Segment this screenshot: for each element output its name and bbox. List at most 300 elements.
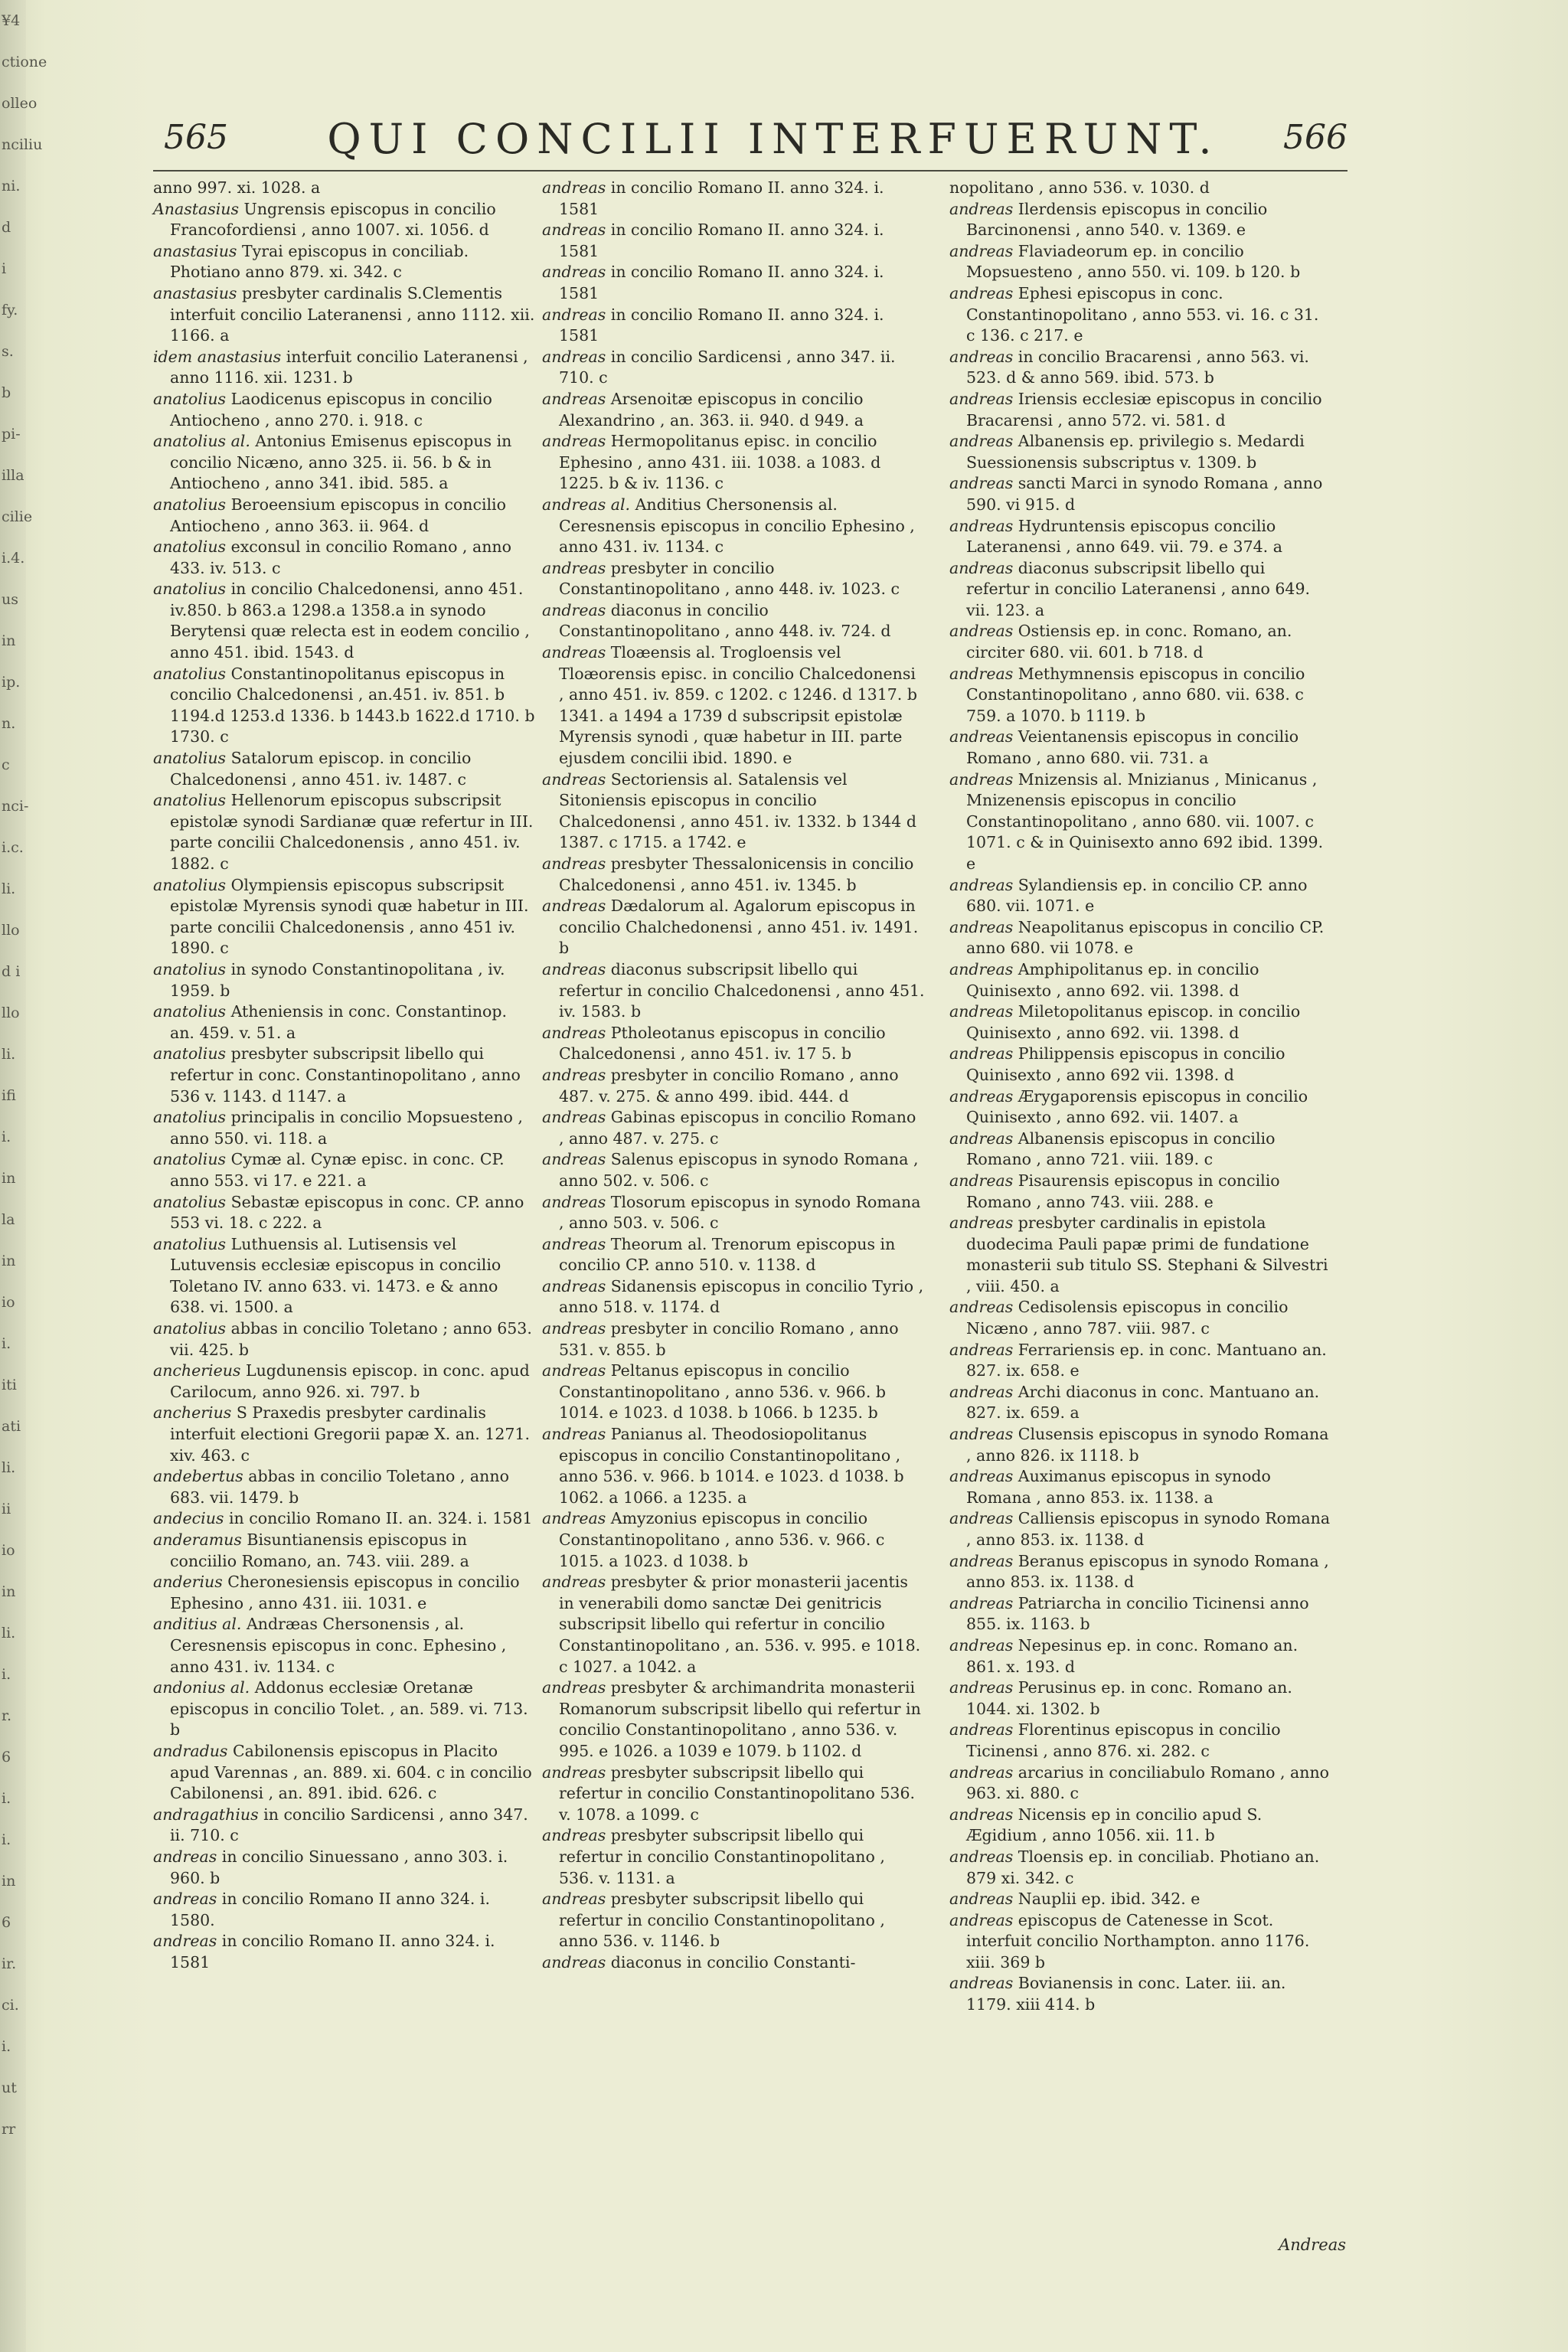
column-3 [949,178,1332,2314]
entry-text: Olympiensis episcopus subscripsit epistolæ Myrensis synodi quæ habetur in III. parte concilii Chalcedonensis , anno 451 iv. 1890. c [170,875,529,958]
entry-headword: anatolius [153,389,227,408]
margin-fragment: li. [2,1625,16,1642]
index-entry [949,1213,1332,1297]
entry-headword: anatolius [153,791,227,810]
entry-headword: andreas [542,1108,606,1127]
entry-text: Antonius Emisenus episcopus in concilio Nicæno, anno 325. ii. 56. b & in Antiocheno , anno 341. ibid. 585. a [170,432,512,493]
entry-text: Albanensis ep. privilegio s. Medardi Suessionensis subscriptus v. 1309. b [966,432,1305,472]
entry-text: Hermopolitanus episc. in concilio Ephesino , anno 431. iii. 1038. a 1083. d 1225. b & iv. 1136. c [559,432,881,493]
entry-headword: andreas [542,1234,606,1253]
index-entry [542,1023,925,1065]
index-entry [542,854,925,896]
margin-fragment: olleo [2,95,38,112]
entry-text: Tyrai episcopus in conciliab. Photiano anno 879. xi. 342. c [170,241,469,282]
entry-text: in concilio Sinuessano , anno 303. i. 960. b [170,1847,508,1887]
entry-text: Clusensis episcopus in synodo Romana , anno 826. ix 1118. b [966,1425,1329,1465]
entry-headword: andreas [949,1214,1014,1233]
index-entry [949,875,1332,917]
entry-text: Neapolitanus episcopus in concilio CP. anno 680. vii 1078. e [966,917,1325,958]
entry-text: Lugdunensis episcop. in conc. apud Carilocum, anno 926. xi. 797. b [170,1361,530,1401]
entry-headword: andreas [949,1129,1014,1148]
margin-fragment: llo [2,1004,20,1021]
entry-headword: andreas [949,1298,1014,1317]
entry-text: Amyzonius episcopus in concilio Constantinopolitano , anno 536. v. 966. c 1015. a 1023. d 1038. b [559,1509,885,1570]
entry-headword: andreas [949,1635,1014,1655]
entry-text: Perusinus ep. in conc. Romano an. 1044. xi. 1302. b [966,1678,1292,1718]
entry-headword: andreas [949,516,1014,535]
entry-text: Cedisolensis episcopus in concilio Nicæno , anno 787. viii. 987. c [966,1298,1289,1338]
index-entry [949,1635,1332,1677]
entry-text: anno 997. xi. 1028. a [153,178,321,197]
index-entry [949,1466,1332,1508]
entry-text: in concilio Romano II. anno 324. i. 1581 [170,1932,495,1971]
entry-text: Amphipolitanus ep. in concilio Quinisexto , anno 692. vii. 1398. d [966,959,1259,1000]
entry-headword: andreas [542,347,606,366]
margin-fragment: li. [2,880,16,897]
entry-text: Sectoriensis al. Satalensis vel Sitoniensis episcopus in concilio Chalcedonensi , anno 451. iv. 1332. b 1344 d 1387. c 1715. a 1742. e [559,769,916,852]
entry-headword: andreas [542,1826,606,1845]
running-title: QUI CONCILII INTERFUERUNT. [327,115,1220,163]
index-entry [153,875,536,959]
entry-text: presbyter & prior monasterii jacentis in venerabili domo sanctæ Dei genitricis subscripsit libello qui refertur in concilio Constantinopolitano , an. 536. v. 995. e 1018. c 1027. a 1042. a [559,1573,921,1676]
index-entry [153,1741,536,1805]
entry-text: presbyter & archimandrita monasterii Romanorum subscripsit libello qui refertur in concilio Constantinopolitano , anno 536. v. 995. e 1026. a 1039 e 1079. b 1102. d [559,1678,921,1760]
entry-headword: andreas [542,1319,606,1338]
index-entry [153,199,536,241]
entry-headword: andreas [949,1002,1014,1021]
entry-text: Sebastæ episcopus in conc. CP. anno 553 vi. 18. c 222. a [170,1192,524,1233]
entry-headword: andreas [153,1847,217,1866]
entry-headword: andreas [949,917,1014,936]
entry-text: Peltanus episcopus in concilio Constantinopolitano , anno 536. v. 966. b 1014. e 1023. d 1038. b 1066. b 1235. b [559,1361,886,1423]
index-entry [542,1762,925,1826]
entry-headword: andreas [949,1678,1014,1697]
entry-headword: ancherius [153,1403,232,1423]
index-entry [949,1889,1332,1910]
index-entry [949,558,1332,622]
index-entry [542,959,925,1023]
entry-headword: andreas [542,769,606,789]
index-entry [949,1129,1332,1171]
entry-text: Albanensis episcopus in concilio Romano , anno 721. viii. 189. c [966,1129,1276,1169]
entry-headword: andreas [542,1762,606,1782]
entry-headword: andreas [949,432,1014,451]
entry-text: Nauplii ep. ibid. 342. e [1018,1890,1200,1909]
entry-text: Addonus ecclesiæ Oretanæ episcopus in concilio Tolet. , an. 589. vi. 713. b [170,1678,528,1740]
index-entry [153,495,536,537]
index-entry [542,896,925,959]
index-entry [153,178,536,199]
index-entry [949,664,1332,727]
index-entry [949,1551,1332,1593]
index-entry [542,347,925,389]
entry-headword: andreas [949,199,1014,218]
entry-text: Beranus episcopus in synodo Romana , anno 853. ix. 1138. d [966,1551,1329,1592]
margin-fragment: io [2,1542,15,1559]
entry-text: Pisaurensis episcopus in concilio Romano , anno 743. viii. 288. e [966,1171,1280,1211]
entry-headword: andreas [949,727,1014,746]
entry-headword: andreas [542,1361,606,1380]
index-entry [153,1614,536,1677]
entry-headword: andreas [542,220,606,240]
entry-text: Tloæensis al. Trogloensis vel Tloæorensis episc. in concilio Chalcedonensi , anno 451. iv. 859. c 1202. c 1246. d 1317. b 1341. a 1494 a 1739 d subscripsit epistolæ Myrensis synodi , quæ habetur in III. parte ejusdem concilii ibid. 1890. e [559,643,917,768]
entry-text: in concilio Sardicensi , anno 347. ii. 710. c [559,347,896,387]
index-entry [542,1234,925,1276]
entry-text: episcopus de Catenesse in Scot. interfuit concilio Northampton. anno 1176. xiii. 369 b [966,1910,1310,1971]
margin-fragment: ut [2,2079,17,2096]
entry-headword: andreas [949,769,1014,789]
entry-headword: anatolius [153,959,227,978]
entry-text: Gabinas episcopus in concilio Romano , anno 487. v. 275. c [559,1108,916,1148]
entry-text: Tlosorum episcopus in synodo Romana , anno 503. v. 506. c [559,1192,921,1233]
entry-text: in concilio Sardicensi , anno 347. ii. 710. c [170,1805,528,1845]
entry-headword: anatolius [153,1234,227,1253]
entry-headword: andreas [542,1425,606,1444]
index-entry [542,1889,925,1952]
page-number-left: 565 [164,118,228,157]
margin-fragment: in [2,1170,16,1187]
entry-headword: andreas [542,1023,606,1042]
entry-headword: andreas [949,622,1014,641]
page-number-right: 566 [1283,118,1348,157]
entry-headword: andebertus [153,1467,243,1486]
index-entry [153,1318,536,1361]
entry-headword: anastasius [153,283,237,302]
index-entry [542,1677,925,1762]
entry-headword: andreas [949,474,1014,493]
index-entry [542,220,925,262]
entry-text: diaconus in concilio Constanti- [610,1952,856,1971]
entry-text: Cabilonensis episcopus in Placito apud Varennas , an. 889. xi. 604. c in concilio Cabilonensi , an. 891. ibid. 626. c [170,1741,532,1803]
entry-headword: andreas [542,1952,606,1971]
entry-headword: anatolius al. [153,432,250,451]
entry-text: Mnizensis al. Mnizianus , Minicanus , Mnizenensis episcopus in concilio Constantinopolitano , anno 680. vii. 1007. c 1071. c & in Quinisexto anno 692 ibid. 1399. e [966,769,1324,873]
entry-headword: andreas [949,1593,1014,1612]
index-entry [153,1530,536,1572]
page-header [153,115,1348,168]
margin-fragment: in [2,1873,16,1890]
margin-fragment: ifi [2,1087,16,1104]
index-entry [949,1340,1332,1382]
index-entry [949,769,1332,875]
entry-text: Atheniensis in conc. Constantinop. an. 459. v. 51. a [170,1002,508,1042]
entry-headword: andreas [949,347,1014,366]
entry-headword: andreas [949,1805,1014,1824]
index-entry [949,959,1332,1001]
margin-fragment: li. [2,1046,16,1063]
index-entry [153,1107,536,1149]
entry-text: in concilio Romano II anno 324. i. 1580. [170,1890,491,1929]
index-entry [153,959,536,1001]
entry-headword: andreas [949,1847,1014,1866]
entry-headword: andreas [153,1890,217,1909]
index-entry [949,1297,1332,1339]
margin-fragment: d i [2,963,21,980]
entry-headword: anatolius [153,1108,227,1127]
entry-text: diaconus subscripsit libello qui refertur in concilio Lateranensi , anno 649. vii. 123. a [966,558,1311,619]
entry-text: presbyter cardinalis in epistola duodecima Pauli papæ primi de fundatione monasterii sub titulo SS. Stephani & Silvestri , viii. 450. a [966,1214,1328,1295]
entry-text: Bisuntianensis episcopus in conciilio Romano, an. 743. viii. 289. a [170,1530,469,1570]
margin-fragment: rr [2,2121,16,2138]
index-entry [153,1889,536,1931]
margin-fragment: i fy. [2,260,18,318]
index-entry [949,1382,1332,1424]
margin-fragment: i. [2,1831,11,1848]
index-entry [949,1973,1332,2015]
index-entry [949,1910,1332,1974]
margin-fragment: in [2,1583,16,1600]
entry-headword: andreas al. [542,495,631,514]
index-entry [153,431,536,495]
index-entry [949,1001,1332,1044]
margin-fragment: 6 [2,1914,11,1931]
entry-text: presbyter in concilio Romano , anno 487. v. 275. & anno 499. ibid. 444. d [559,1065,899,1106]
entry-text: Ephesi episcopus in conc. Constantinopolitano , anno 553. vi. 16. c 31. c 136. c 217. e [966,283,1319,345]
entry-text: diaconus in concilio Constantinopolitano , anno 448. iv. 724. d [559,600,891,641]
index-entry [542,1065,925,1107]
entry-text: Arsenoitæ episcopus in concilio Alexandrino , an. 363. ii. 940. d 949. a [559,389,864,430]
entry-headword: andreas [542,432,606,451]
index-entry [949,1762,1332,1805]
entry-headword: andreas [949,1551,1014,1570]
index-entry [542,1572,925,1677]
index-columns [153,178,1348,2314]
header-rule [153,170,1348,172]
entry-headword: andreas [949,1086,1014,1106]
entry-headword: andreas [949,558,1014,577]
index-entry [542,1825,925,1889]
entry-text: in synodo Constantinopolitana , iv. 1959. b [170,959,505,1000]
index-entry [153,1805,536,1847]
index-entry [949,1677,1332,1720]
index-entry [949,1171,1332,1213]
entry-text: Auximanus episcopus in synodo Romana , anno 853. ix. 1138. a [966,1467,1271,1507]
index-entry [542,1361,925,1424]
index-entry [153,347,536,389]
entry-text: presbyter Thessalonicensis in concilio Chalcedonensi , anno 451. iv. 1345. b [559,854,914,894]
index-entry [542,178,925,220]
index-entry [153,579,536,663]
margin-fragment: i. [2,1790,11,1807]
index-entry [153,1931,536,1973]
index-entry [153,1403,536,1466]
entry-headword: anatolius [153,1150,227,1169]
index-entry [542,1107,925,1149]
entry-text: Hellenorum episcopus subscripsit epistolæ synodi Sardianæ quæ refertur in III. parte concilii Chalcedonensis , anno 451. iv. 1882. c [170,791,534,873]
entry-headword: andecius [153,1509,224,1528]
entry-text: Ostiensis ep. in conc. Romano, an. circiter 680. vii. 601. b 718. d [966,622,1292,662]
entry-headword: andreas [542,959,606,978]
entry-headword: anatolius [153,1192,227,1211]
index-entry [949,1847,1332,1889]
entry-text: Tloensis ep. in conciliab. Photiano an. 879 xi. 342. c [966,1847,1320,1887]
entry-headword: andreas [949,664,1014,683]
index-entry [949,1424,1332,1466]
index-entry [949,1086,1332,1129]
entry-headword: anditius al. [153,1615,242,1634]
index-entry [949,1805,1332,1847]
index-entry [542,600,925,642]
index-entry [153,790,536,874]
margin-fragment: i. [2,1666,11,1683]
entry-text: Bovianensis in conc. Later. iii. an. 1179. xiii 414. b [966,1974,1286,2014]
entry-headword: andreas [949,1762,1014,1782]
index-entry [153,1234,536,1318]
margin-fragment: ii [2,1501,11,1517]
entry-text: Luthuensis al. Lutisensis vel Lutuvensis ecclesiæ episcopus in concilio Toletano IV. anno 633. vi. 1473. e & anno 638. vi. 1500. a [170,1234,501,1317]
entry-text: presbyter in concilio Constantinopolitano , anno 448. iv. 1023. c [559,558,900,599]
index-entry [542,769,925,854]
entry-text: Archi diaconus in conc. Mantuano an. 827. ix. 659. a [966,1382,1320,1423]
entry-text: in concilio Romano II. anno 324. i. 1581 [559,178,884,218]
index-entry [949,199,1332,241]
entry-text: Sidanensis episcopus in concilio Tyrio , anno 518. v. 1174. d [559,1276,924,1317]
entry-text: presbyter subscripsit libello qui refertur in concilio Constantinopolitano , 536. v. 1131. a [559,1826,885,1887]
entry-text: Constantinopolitanus episcopus in concilio Chalcedonensi , an.451. iv. 851. b 1194.d 1253.d 1336. b 1443.b 1622.d 1710. b 1730. c [170,664,535,746]
entry-headword: andreas [949,1382,1014,1401]
entry-text: diaconus subscripsit libello qui refertur in concilio Chalcedonensi , anno 451. iv. 1583. b [559,959,925,1021]
index-entry [153,241,536,283]
index-entry [949,1593,1332,1635]
entry-headword: anastasius [153,241,237,260]
margin-fragment: r. [2,1707,12,1724]
margin-fragment: ni. d [2,178,21,236]
entry-headword: andreas [542,600,606,619]
entry-headword: andreas [153,1932,217,1951]
margin-fragment: pi- [2,426,21,443]
margin-fragment: la [2,1211,15,1228]
margin-fragment: ¥4 [2,12,21,29]
entry-headword: anatolius [153,875,227,894]
margin-fragment: ctione [2,54,47,70]
entry-text: Ptholeotanus episcopus in concilio Chalcedonensi , anno 451. iv. 17 5. b [559,1023,886,1063]
entry-text: abbas in concilio Toletano , anno 683. vii. 1479. b [170,1467,509,1507]
index-entry [153,389,536,431]
index-entry [542,305,925,347]
entry-text: exconsul in concilio Romano , anno 433. iv. 513. c [170,537,511,577]
entry-headword: andreas [542,1276,606,1295]
entry-headword: anatolius [153,664,227,683]
entry-headword: andreas [949,959,1014,978]
entry-headword: andreas [542,1065,606,1084]
index-entry [542,1192,925,1234]
index-entry [153,1572,536,1614]
entry-headword: anatolius [153,1319,227,1338]
index-entry [949,1508,1332,1550]
entry-text: sancti Marci in synodo Romana , anno 590. vi 915. d [966,474,1323,514]
entry-headword: andreas [949,1890,1014,1909]
margin-fragment: li. [2,1459,16,1476]
margin-fragment: llo [2,922,20,939]
entry-text: Beroeensium episcopus in concilio Antiocheno , anno 363. ii. 964. d [170,495,506,535]
entry-text: Flaviadeorum ep. in concilio Mopsuesteno , anno 550. vi. 109. b 120. b [966,241,1301,282]
entry-headword: andragathius [153,1805,259,1824]
entry-text: Philippensis episcopus in concilio Quinisexto , anno 692 vii. 1398. d [966,1044,1285,1084]
entry-text: in concilio Romano II. an. 324. i. 1581 [228,1509,533,1528]
entry-text: nopolitano , anno 536. v. 1030. d [949,178,1210,197]
entry-headword: andreas [949,1171,1014,1190]
index-entry [153,1044,536,1107]
entry-headword: andreas [542,389,606,408]
entry-text: Cymæ al. Cynæ episc. in conc. CP. anno 553. vi 17. e 221. a [170,1150,505,1190]
entry-text: Andræas Chersonensis , al. Ceresnensis episcopus in conc. Ephesino , anno 431. iv. 1134. c [170,1615,507,1676]
entry-text: S Praxedis presbyter cardinalis interfuit electioni Gregorii papæ X. an. 1271. xiv. 463. c [170,1403,530,1465]
index-entry [949,473,1332,515]
entry-text: Ferrariensis ep. in conc. Mantuano an. 827. ix. 658. e [966,1340,1327,1380]
index-entry [949,1044,1332,1086]
index-entry [949,241,1332,283]
index-entry [542,1424,925,1508]
index-entry [949,1720,1332,1762]
index-entry [153,1192,536,1234]
catchword: Andreas [1279,2236,1346,2254]
entry-text: Ilerdensis episcopus in concilio Barcinonensi , anno 540. v. 1369. e [966,199,1268,240]
entry-text: Ærygaporensis episcopus in concilio Quinisexto , anno 692. vii. 1407. a [966,1086,1308,1127]
index-entry [542,1952,925,1974]
index-entry [153,664,536,748]
entry-headword: anatolius [153,580,227,599]
entry-text: Ungrensis episcopus in concilio Francofordiensi , anno 1007. xi. 1056. d [170,199,496,240]
margin-fragment: nciliu [2,136,43,153]
entry-headword: anatolius [153,537,227,557]
entry-text: Theorum al. Trenorum episcopus in concilio CP. anno 510. v. 1138. d [559,1234,896,1275]
entry-text: in concilio Chalcedonensi, anno 451. iv.850. b 863.a 1298.a 1358.a in synodo Berytensi quæ relecta est in eodem concilio , anno 451. ibid. 1543. d [170,580,530,662]
margin-fragment: i.4. [2,550,25,567]
entry-text: in concilio Romano II. anno 324. i. 1581 [559,305,884,345]
entry-headword: andreas [949,1509,1014,1528]
entry-text: Cheronesiensis episcopus in concilio Ephesino , anno 431. iii. 1031. e [170,1573,520,1612]
index-entry [153,1001,536,1044]
entry-headword: andreas [949,241,1014,260]
margin-fragment: io [2,1294,15,1311]
index-entry [153,1508,536,1530]
entry-headword: andreas [949,1340,1014,1359]
index-entry [949,347,1332,389]
index-entry [542,495,925,558]
entry-headword: andonius al. [153,1678,250,1697]
entry-headword: andreas [542,178,606,197]
entry-text: presbyter in concilio Romano , anno 531. v. 855. b [559,1319,899,1359]
entry-text: presbyter subscripsit libello qui refertur in concilio Constantinopolitano , anno 536. v. 1146. b [559,1890,885,1951]
entry-headword: idem anastasius [153,347,282,366]
entry-headword: andreas [542,854,606,873]
entry-headword: andreas [542,1192,606,1211]
entry-headword: andreas [542,1509,606,1528]
index-entry [542,642,925,769]
index-entry [153,748,536,790]
margin-fragment: ati [2,1418,21,1435]
entry-text: Nepesinus ep. in conc. Romano an. 861. x. 193. d [966,1635,1298,1676]
index-entry [949,178,1332,199]
entry-text: Salenus episcopus in synodo Romana , anno 502. v. 506. c [559,1150,919,1190]
margin-fragment: 6 [2,1749,11,1766]
margin-fragment: ci. [2,1997,19,2014]
entry-text: abbas in concilio Toletano ; anno 653. vii. 425. b [170,1319,532,1359]
index-entry [949,389,1332,431]
entry-headword: andreas [949,1425,1014,1444]
entry-text: Veientanensis episcopus in concilio Romano , anno 680. vii. 731. a [966,727,1299,768]
margin-fragment: ir. [2,1955,17,1972]
entry-headword: anatolius [153,1044,227,1063]
index-entry [153,1677,536,1741]
entry-text: in concilio Romano II. anno 324. i. 1581 [559,220,884,260]
index-entry [153,1361,536,1403]
entry-text: interfuit concilio Lateranensi , anno 1116. xii. 1231. b [170,347,528,387]
index-entry [153,283,536,347]
entry-text: in concilio Romano II. anno 324. i. 1581 [559,263,884,302]
margin-fragment: n. c [2,715,16,773]
index-entry [542,1276,925,1318]
